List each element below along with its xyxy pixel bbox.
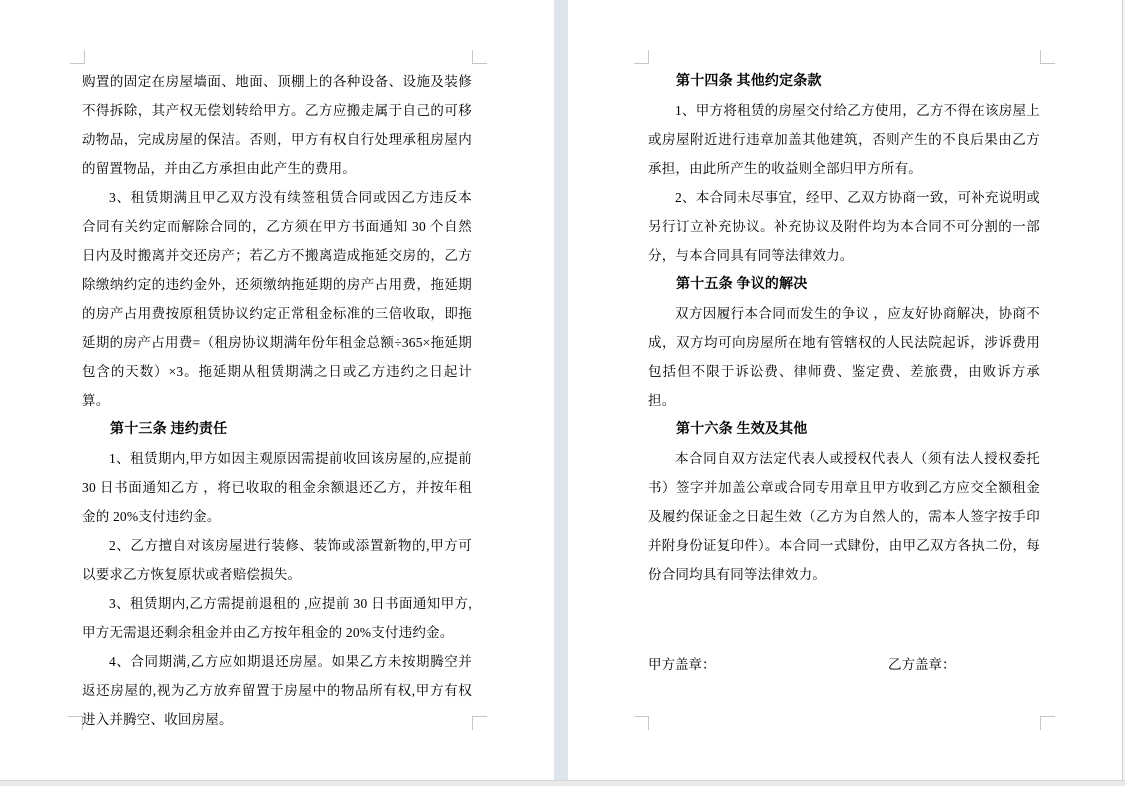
margin-cropmark-bottom-left [634,716,649,730]
section-heading-article-16: 第十六条 生效及其他 [676,422,808,437]
paragraph-article13-item-1: 1、租赁期内,甲方如因主观原因需提前收回该房屋的,应提前 30 日书面通知乙方 ，将已收取的租金余额退还乙方，并按年租金的 20%支付违约金。 [82,451,472,524]
party-b-seal-label: 乙方盖章： [888,657,956,672]
bottom-scroll-strip [0,780,1125,786]
document-page-left[interactable] [0,0,554,780]
right-page-text-area [648,67,1040,589]
margin-cropmark-bottom-right [1040,716,1055,730]
party-a-seal-label: 甲方盖章： [648,657,716,672]
paragraph-article13-item-2: 2、乙方擅自对该房屋进行装修、装饰或添置新物的,甲方可以要求乙方恢复原状或者赔偿损失。 [82,538,472,582]
paragraph-article13-item-4: 4、合同期满,乙方应如期退还房屋。如果乙方未按期腾空并返还房屋的,视为乙方放弃留置于房屋中的物品所有权,甲方有权进入并腾空、收回房屋。 [82,654,472,727]
document-page-right[interactable] [568,0,1122,780]
margin-cropmark-bottom-right [472,716,487,730]
section-heading-article-14: 第十四条 其他约定条款 [676,74,822,89]
paragraph-article13-item-3: 3、租赁期内,乙方需提前退租的 ,应提前 30 日书面通知甲方,甲方无需退还剩余租金并由乙方按年租金的 20%支付违约金。 [82,596,472,640]
margin-cropmark-top-right [472,50,487,64]
section-heading-article-13: 第十三条 违约责任 [110,422,228,437]
margin-cropmark-top-left [70,50,85,64]
paragraph-clause-3: 3、租赁期满且甲乙双方没有续签租赁合同或因乙方违反本合同有关约定而解除合同的，乙方须在甲方书面通知 30 个自然日内及时搬离并交还房产；若乙方不搬离造成拖延交房的，乙方除缴纳约定的违约金外，还须缴纳拖延期的房产占用费，拖延期的房产占用费按原租赁协议约定正常租金标准的三倍收取，即拖延期的房产占用费=（租房协议期满年份年租金总额÷365×拖延期包含的天数）×3。拖延期从租赁期满之日或乙方违约之日起计算。 [82,190,472,408]
section-heading-article-15: 第十五条 争议的解决 [676,277,808,292]
paragraph-article14-item-2: 2、本合同未尽事宜，经甲、乙双方协商一致，可补充说明或另行订立补充协议。补充协议及附件均为本合同不可分割的一部分，与本合同具有同等法律效力。 [648,190,1040,263]
paragraph-article15-body: 双方因履行本合同而发生的争议 ，应友好协商解决，协商不成，双方均可向房屋所在地有管辖权的人民法院起诉，涉诉费用包括但不限于诉讼费、律师费、鉴定费、差旅费，由败诉方承担。 [648,306,1040,408]
margin-cropmark-bottom-left [68,716,83,730]
signature-row [648,650,1040,679]
paragraph-article14-item-1: 1、甲方将租赁的房屋交付给乙方使用，乙方不得在该房屋上或房屋附近进行违章加盖其他建筑，否则产生的不良后果由乙方承担，由此所产生的收益则全部归甲方所有。 [648,103,1040,176]
left-page-text-area [82,67,472,734]
paragraph-continuation: 购置的固定在房屋墙面、地面、顶棚上的各种设备、设施及装修不得拆除，其产权无偿划转给甲方。乙方应搬走属于自己的可移动物品，完成房屋的保洁。否则，甲方有权自行处理承租房屋内的留置物品，并由乙方承担由此产生的费用。 [82,74,472,176]
margin-cropmark-top-right [1040,50,1055,64]
paragraph-article16-body: 本合同自双方法定代表人或授权代表人（须有法人授权委托书）签字并加盖公章或合同专用章且甲方收到乙方应交全额租金及履约保证金之日起生效（乙方为自然人的，需本人签字按手印并附身份证复印件）。本合同一式肆份，由甲乙双方各执二份，每份合同均具有同等法律效力。 [648,451,1040,582]
margin-cropmark-top-left [634,50,649,64]
